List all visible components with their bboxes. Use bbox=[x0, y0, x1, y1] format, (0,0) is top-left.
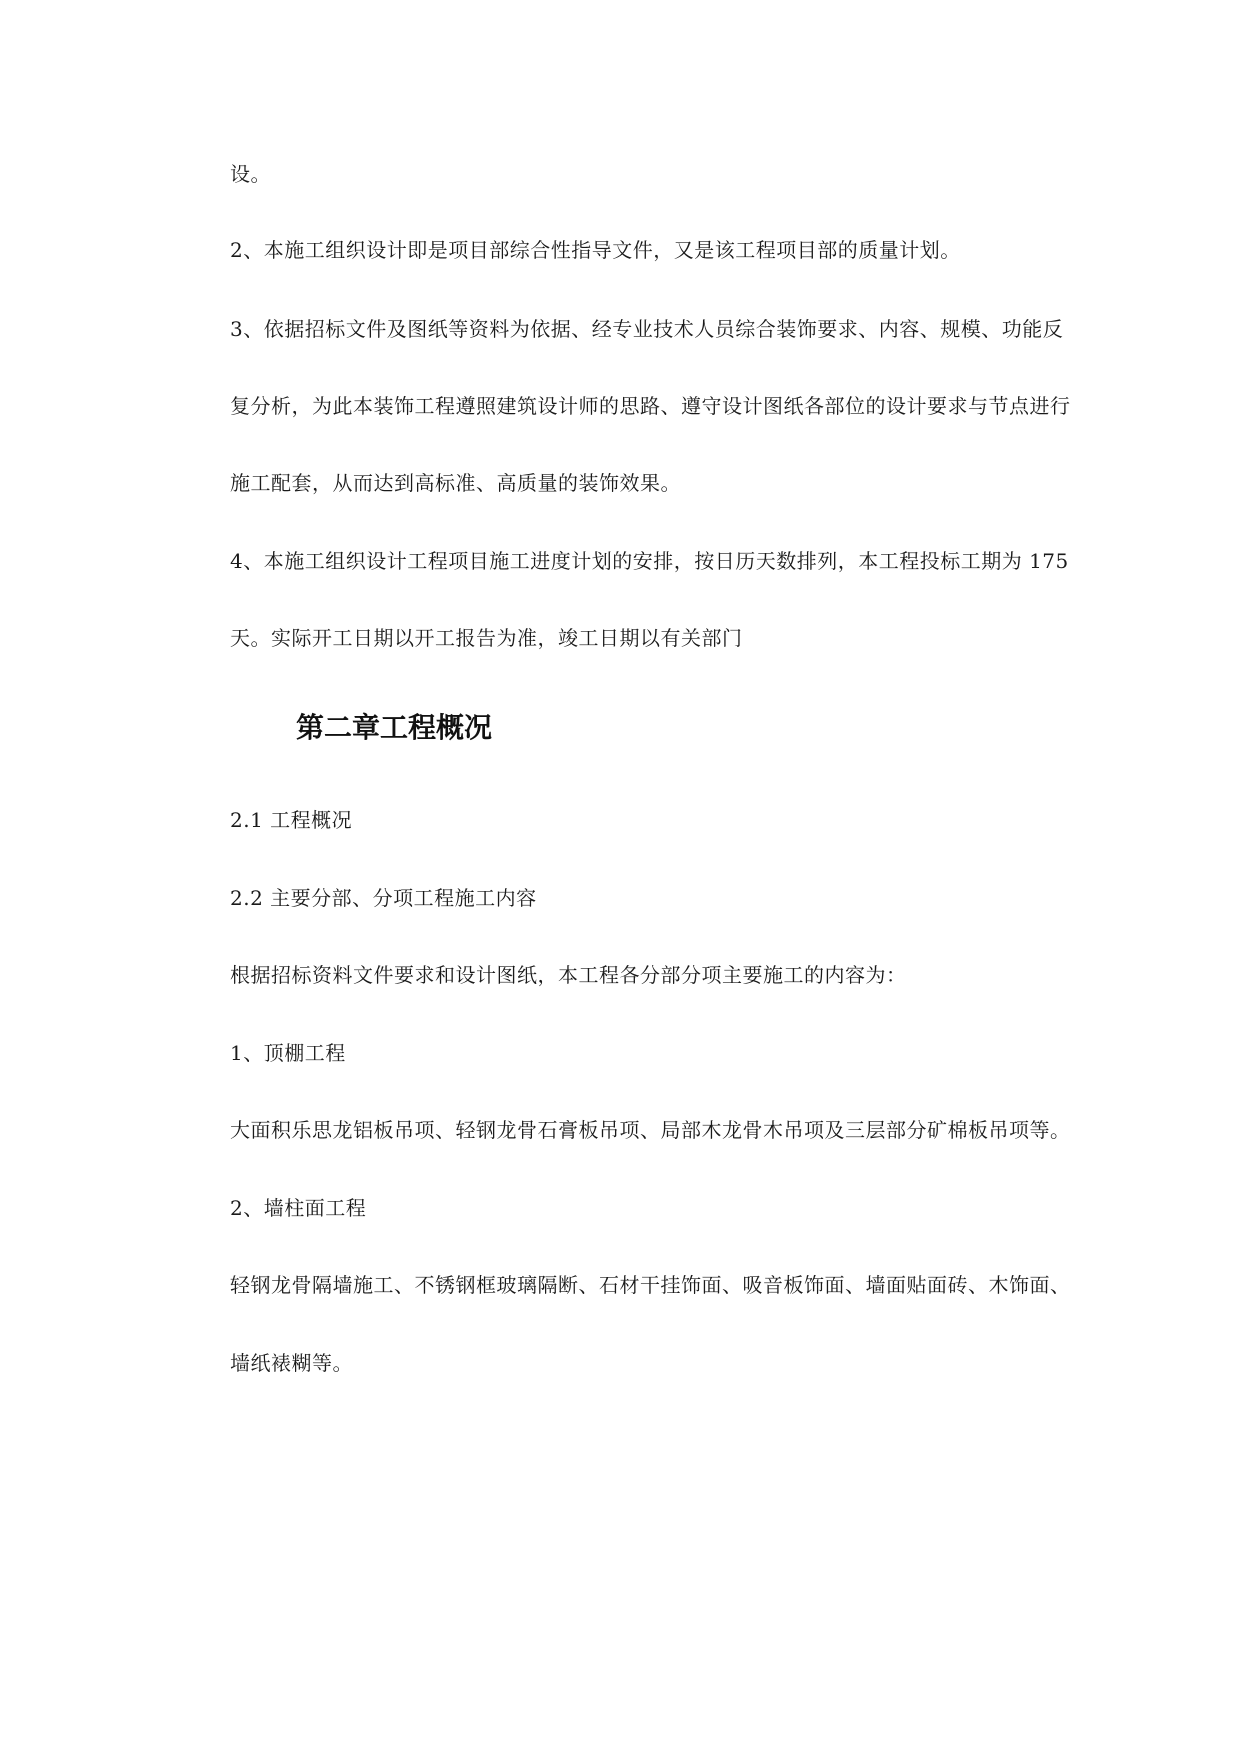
paragraph-item-3-line-3: 施工配套，从而达到高标准、高质量的装饰效果。 bbox=[230, 471, 681, 495]
section-2-1-heading: 2.1 工程概况 bbox=[230, 808, 353, 832]
section-2-2-heading: 2.2 主要分部、分项工程施工内容 bbox=[230, 886, 537, 910]
item-1-title: 1、顶棚工程 bbox=[230, 1041, 346, 1065]
paragraph-item-4-line-1: 4、本施工组织设计工程项目施工进度计划的安排，按日历天数排列，本工程投标工期为 175 bbox=[230, 549, 1069, 573]
item-1-body: 大面积乐思龙铝板吊项、轻钢龙骨石膏板吊项、局部木龙骨木吊项及三层部分矿棉板吊项等。 bbox=[230, 1118, 1071, 1142]
paragraph-item-3-line-2: 复分析，为此本装饰工程遵照建筑设计师的思路、遵守设计图纸各部位的设计要求与节点进行 bbox=[230, 394, 1071, 418]
item-2-body-line-1: 轻钢龙骨隔墙施工、不锈钢框玻璃隔断、石材干挂饰面、吸音板饰面、墙面贴面砖、木饰面、 bbox=[230, 1273, 1071, 1297]
chapter-heading: 第二章工程概况 bbox=[296, 711, 493, 744]
paragraph-continuation: 设。 bbox=[230, 162, 271, 186]
paragraph-item-3-line-1: 3、依据招标文件及图纸等资料为依据、经专业技术人员综合装饰要求、内容、规模、功能反 bbox=[230, 317, 1064, 341]
item-2-body-line-2: 墙纸裱糊等。 bbox=[230, 1351, 353, 1375]
item-2-title: 2、墙柱面工程 bbox=[230, 1196, 367, 1220]
paragraph-item-4-line-2: 天。实际开工日期以开工报告为准，竣工日期以有关部门 bbox=[230, 626, 743, 650]
paragraph-item-2: 2、本施工组织设计即是项目部综合性指导文件，又是该工程项目部的质量计划。 bbox=[230, 238, 961, 262]
section-intro-text: 根据招标资料文件要求和设计图纸，本工程各分部分项主要施工的内容为： bbox=[230, 963, 907, 987]
